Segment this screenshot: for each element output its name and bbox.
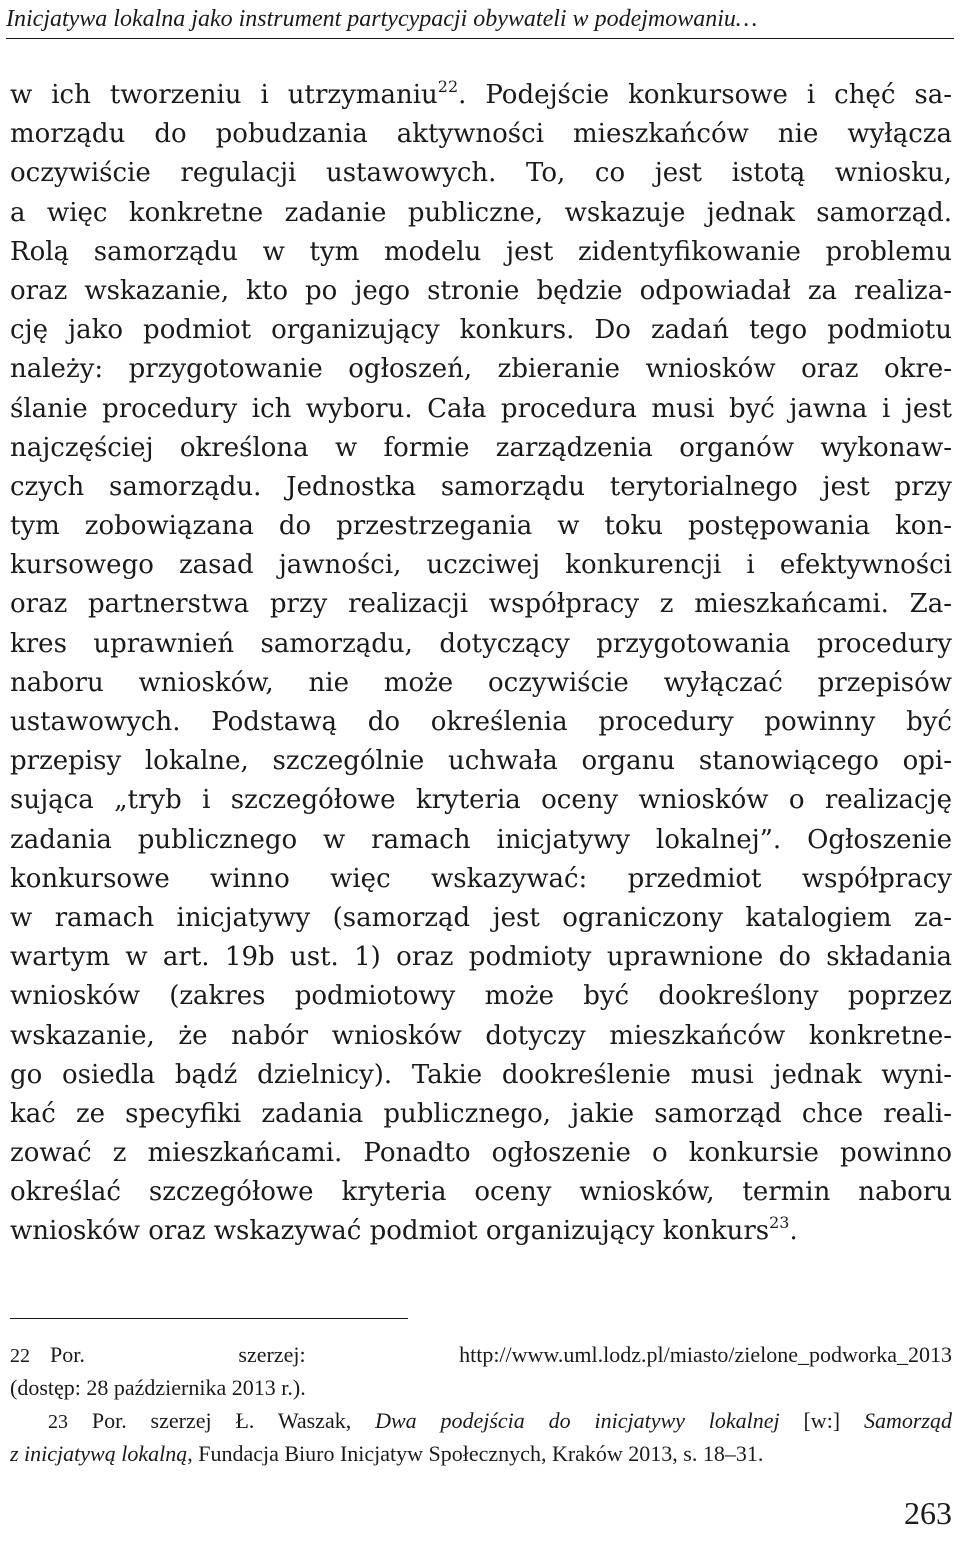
body-text-segment: w ich tworzeniu i utrzymaniu [10, 80, 438, 110]
body-text [10, 76, 952, 1252]
footnote-23-book-title: Samorząd [863, 1408, 952, 1433]
body-line: cję jako podmiot organizujący konkurs. Do zadań tego podmiotu [10, 315, 952, 346]
body-line: wskazanie, że nabór wniosków dotyczy mieszkańców konkretne- [10, 1020, 952, 1051]
body-line: najczęściej określona w formie zarządzenia organów wykonaw- [10, 432, 952, 463]
footnote-23-title: Dwa podejścia do inicjatywy lokalnej [375, 1408, 780, 1433]
body-line: a więc konkretne zadanie publiczne, wskazuje jednak samorząd. [10, 197, 952, 228]
body-line: naboru wniosków, nie może oczywiście wyłączać przepisów [10, 667, 952, 698]
body-line-1 [10, 76, 952, 115]
header-divider [6, 38, 954, 39]
footnote-23-number: 23 [48, 1411, 68, 1433]
body-line: w ramach inicjatywy (samorząd jest ograniczony katalogiem za- [10, 902, 952, 933]
body-line: określać szczegółowe kryteria oceny wniosków, termin naboru [10, 1177, 952, 1208]
body-line: wartym w art. 19b ust. 1) oraz podmioty uprawnione do składania [10, 942, 952, 973]
footnote-22-link[interactable]: Por. szerzej: http://www.uml.lodz.pl/miasto/zielone_podworka_2013 [50, 1342, 952, 1367]
body-line: oczywiście regulacji ustawowych. To, co jest istotą wniosku, [10, 158, 952, 189]
body-line: zadania publicznego w ramach inicjatywy lokalnej”. Ogłoszenie [10, 824, 952, 855]
body-line: ślanie procedury ich wyboru. Cała procedura musi być jawna i jest [10, 393, 952, 424]
footnote-23-line-2 [10, 1437, 952, 1470]
body-line: kać ze specyfiki zadania publicznego, jakie samorząd chce reali- [10, 1098, 952, 1129]
footnote-22-number: 22 [10, 1345, 30, 1367]
body-line: wniosków (zakres podmiotowy może być dookreślony poprzez [10, 981, 952, 1012]
body-line: przepisy lokalne, szczególnie uchwała organu stanowiącego opi- [10, 746, 952, 777]
footnote-23-text: , Fundacja Biuro Inicjatyw Społecznych, Kraków 2013, s. 18–31. [187, 1441, 764, 1466]
body-line: kres uprawnień samorządu, dotyczący przygotowania procedury [10, 628, 952, 659]
footnote-22-line-2: (dostęp: 28 października 2013 r.). [10, 1375, 306, 1400]
body-line: ustawowych. Podstawą do określenia procedury powinny być [10, 707, 952, 737]
body-text-segment: . [789, 1216, 798, 1247]
body-line: należy: przygotowanie ogłoszeń, zbieranie wniosków oraz okre- [10, 354, 952, 385]
body-line: tym zobowiązana do przestrzegania w toku postępowania kon- [10, 511, 952, 542]
body-line-last [10, 1212, 952, 1251]
footnote-23-text: Por. szerzej Ł. Waszak, [68, 1408, 376, 1433]
footnotes [10, 1338, 952, 1470]
footnote-ref-22[interactable]: 22 [437, 77, 459, 96]
body-line: sująca „tryb i szczegółowe kryteria oceny wniosków o realizację [10, 785, 952, 816]
body-line: kursowego zasad jawności, uczciwej konkurencji i efektywności [10, 550, 952, 581]
body-line: konkursowe winno więc wskazywać: przedmiot współpracy [10, 863, 952, 894]
body-text-segment: . Podejście konkursowe i chęć sa- [458, 80, 952, 110]
body-line: zować z mieszkańcami. Ponadto ogłoszenie o konkursie powinno [10, 1138, 952, 1169]
footnote-23-line-1 [10, 1404, 952, 1437]
footnote-23-book-title: z inicjatywą lokalną [10, 1441, 188, 1466]
footnote-23-text: [w:] [779, 1408, 864, 1433]
running-header: Inicjatywa lokalna jako instrument partycypacji obywateli w podejmowaniu… [6, 6, 758, 32]
footnote-divider [10, 1318, 408, 1319]
body-line: oraz partnerstwa przy realizacji współpracy z mieszkańcami. Za- [10, 589, 952, 620]
body-line: oraz wskazanie, kto po jego stronie będzie odpowiadał za realiza- [10, 275, 952, 306]
body-line: go osiedla bądź dzielnicy). Takie dookreślenie musi jednak wyni- [10, 1059, 952, 1090]
body-line: Rolą samorządu w tym modelu jest zidentyfikowanie problemu [10, 236, 952, 267]
body-line: czych samorządu. Jednostka samorządu terytorialnego jest przy [10, 471, 952, 502]
body-line: morządu do pobudzania aktywności mieszkańców nie wyłącza [10, 119, 952, 150]
page-number: 263 [904, 1495, 952, 1531]
footnote-ref-23[interactable]: 23 [769, 1213, 790, 1233]
body-text-segment: wniosków oraz wskazywać podmiot organizujący konkurs [10, 1216, 770, 1247]
footnote-22-line-1 [10, 1338, 952, 1371]
